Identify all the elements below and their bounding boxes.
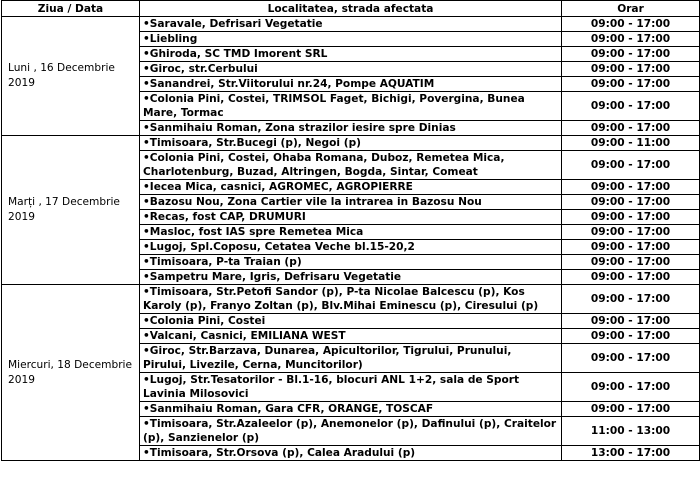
time-cell: 09:00 - 17:00 <box>562 92 700 121</box>
time-cell: 09:00 - 17:00 <box>562 151 700 180</box>
time-cell: 09:00 - 17:00 <box>562 121 700 136</box>
time-cell: 11:00 - 13:00 <box>562 417 700 446</box>
location-cell: •Ghiroda, SC TMD Imorent SRL <box>140 47 562 62</box>
time-cell: 09:00 - 17:00 <box>562 225 700 240</box>
location-cell: •Masloc, fost IAS spre Remetea Mica <box>140 225 562 240</box>
location-cell: •Sampetru Mare, Igris, Defrisaru Vegetatie <box>140 270 562 285</box>
location-cell: •Bazosu Nou, Zona Cartier vile la intrarea in Bazosu Nou <box>140 195 562 210</box>
table-row <box>2 17 700 32</box>
location-cell: •Saravale, Defrisari Vegetatie <box>140 17 562 32</box>
time-cell: 09:00 - 17:00 <box>562 255 700 270</box>
location-cell: •Timisoara, Str.Bucegi (p), Negoi (p) <box>140 136 562 151</box>
time-cell: 09:00 - 11:00 <box>562 136 700 151</box>
time-cell: 09:00 - 17:00 <box>562 373 700 402</box>
outage-schedule-table <box>1 0 700 461</box>
location-cell: •Liebling <box>140 32 562 47</box>
location-cell: •Sanandrei, Str.Viitorului nr.24, Pompe AQUATIM <box>140 77 562 92</box>
table-row <box>2 136 700 151</box>
location-cell: •Timisoara, Str.Petofi Sandor (p), P-ta Nicolae Balcescu (p), Kos Karoly (p), Franyo Zoltan (p), Blv.Mihai Eminescu (p), Ciresului (p) <box>140 285 562 314</box>
location-cell: •Timisoara, P-ta Traian (p) <box>140 255 562 270</box>
time-cell: 09:00 - 17:00 <box>562 314 700 329</box>
day-cell: Miercuri, 18 Decembrie 2019 <box>2 285 140 461</box>
location-cell: •Sanmihaiu Roman, Zona strazilor iesire spre Dinias <box>140 121 562 136</box>
time-cell: 09:00 - 17:00 <box>562 402 700 417</box>
location-cell: •Colonia Pini, Costei, TRIMSOL Faget, Bichigi, Povergina, Bunea Mare, Tormac <box>140 92 562 121</box>
location-cell: •Recas, fost CAP, DRUMURI <box>140 210 562 225</box>
location-cell: •Lugoj, Spl.Coposu, Cetatea Veche bl.15-20,2 <box>140 240 562 255</box>
location-cell: •Iecea Mica, casnici, AGROMEC, AGROPIERRE <box>140 180 562 195</box>
time-cell: 09:00 - 17:00 <box>562 180 700 195</box>
location-cell: •Valcani, Casnici, EMILIANA WEST <box>140 329 562 344</box>
time-cell: 09:00 - 17:00 <box>562 285 700 314</box>
time-cell: 09:00 - 17:00 <box>562 47 700 62</box>
location-cell: •Sanmihaiu Roman, Gara CFR, ORANGE, TOSCAF <box>140 402 562 417</box>
header-day: Ziua / Data <box>2 1 140 17</box>
header-time: Orar <box>562 1 700 17</box>
location-cell: •Colonia Pini, Costei, Ohaba Romana, Duboz, Remetea Mica, Charlotenburg, Buzad, Altringen, Bogda, Sintar, Comeat <box>140 151 562 180</box>
location-cell: •Colonia Pini, Costei <box>140 314 562 329</box>
header-location: Localitatea, strada afectata <box>140 1 562 17</box>
time-cell: 09:00 - 17:00 <box>562 195 700 210</box>
location-cell: •Giroc, Str.Barzava, Dunarea, Apicultorilor, Tigrului, Prunului, Pirului, Livezile, Cerna, Muncitorilor) <box>140 344 562 373</box>
time-cell: 09:00 - 17:00 <box>562 210 700 225</box>
time-cell: 09:00 - 17:00 <box>562 77 700 92</box>
time-cell: 09:00 - 17:00 <box>562 17 700 32</box>
location-cell: •Timisoara, Str.Azaleelor (p), Anemonelor (p), Dafinului (p), Craitelor (p), Sanzienelor (p) <box>140 417 562 446</box>
time-cell: 09:00 - 17:00 <box>562 344 700 373</box>
time-cell: 09:00 - 17:00 <box>562 240 700 255</box>
time-cell: 13:00 - 17:00 <box>562 446 700 461</box>
time-cell: 09:00 - 17:00 <box>562 270 700 285</box>
day-cell: Luni , 16 Decembrie 2019 <box>2 17 140 136</box>
time-cell: 09:00 - 17:00 <box>562 62 700 77</box>
day-cell: Marți , 17 Decembrie 2019 <box>2 136 140 285</box>
location-cell: •Timisoara, Str.Orsova (p), Calea Aradului (p) <box>140 446 562 461</box>
time-cell: 09:00 - 17:00 <box>562 329 700 344</box>
header-row <box>2 1 700 17</box>
location-cell: •Giroc, str.Cerbului <box>140 62 562 77</box>
time-cell: 09:00 - 17:00 <box>562 32 700 47</box>
location-cell: •Lugoj, Str.Tesatorilor - Bl.1-16, blocuri ANL 1+2, sala de Sport Lavinia Milosovici <box>140 373 562 402</box>
table-row <box>2 285 700 314</box>
